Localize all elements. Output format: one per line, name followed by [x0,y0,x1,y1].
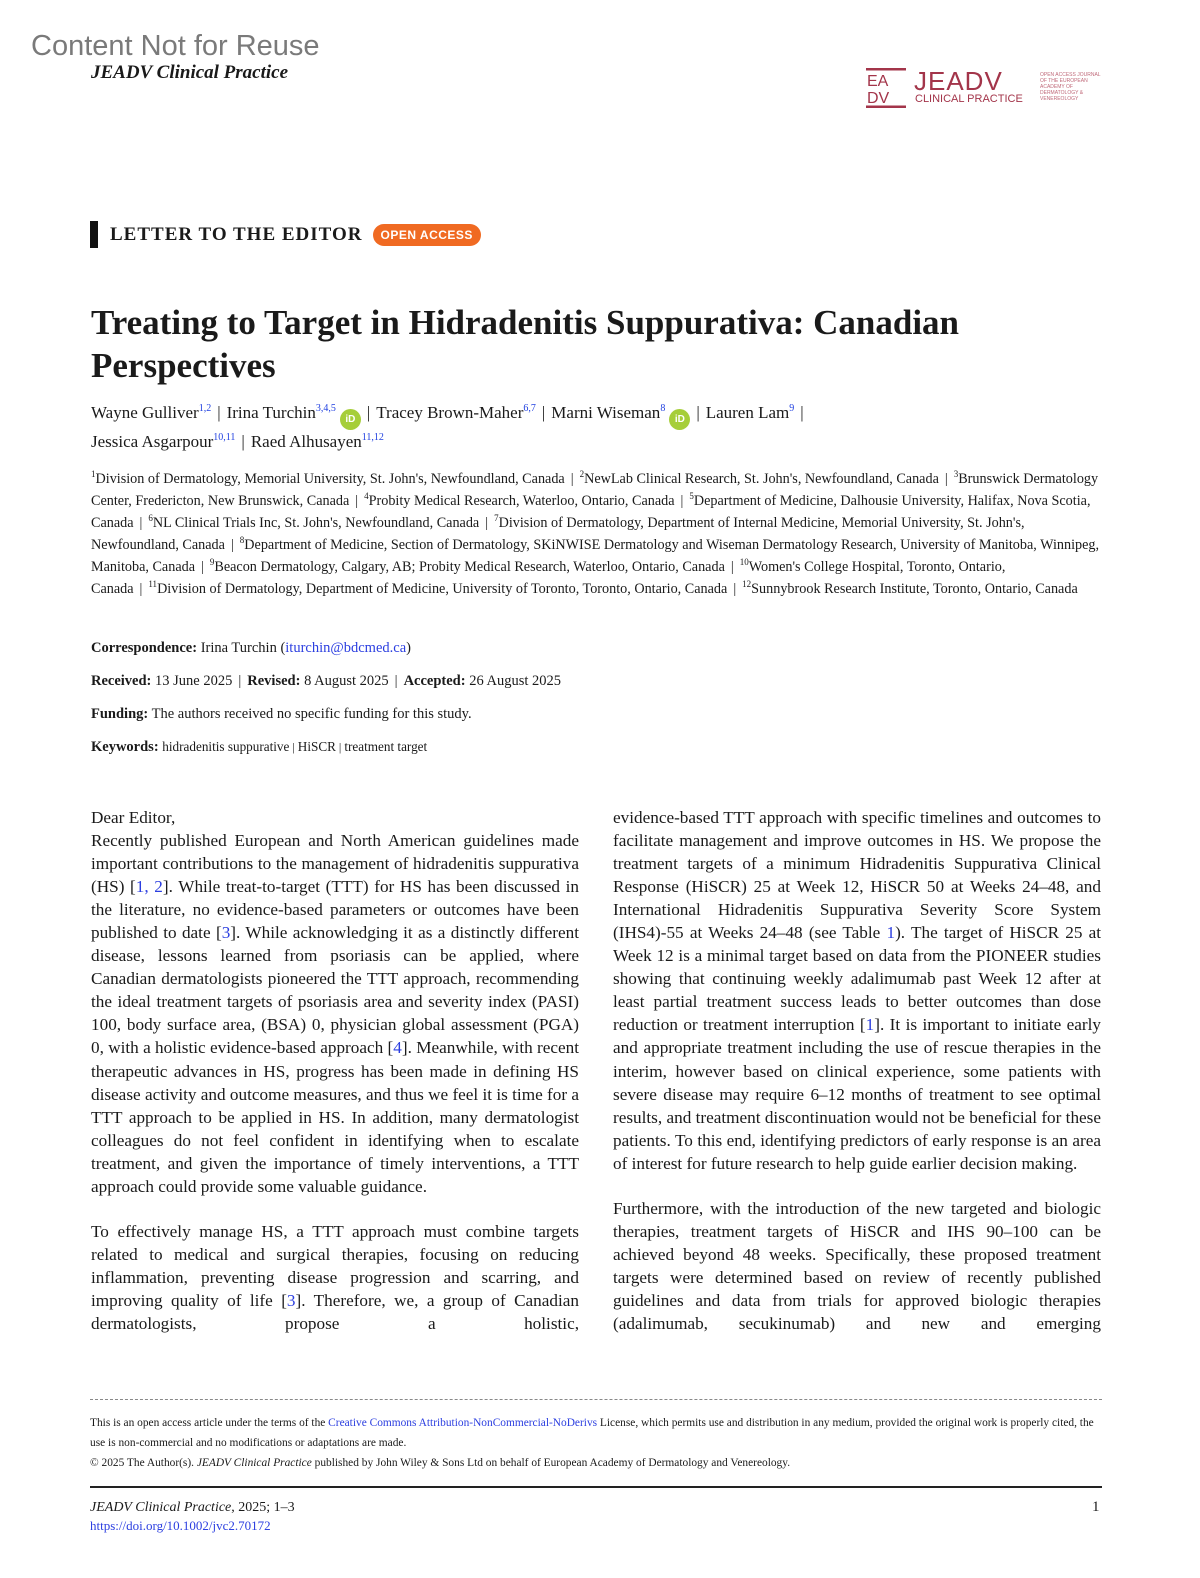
body-text: ]. Therefore, we, a group of Canadian dermatologists, propose a holistic, [91,1290,579,1333]
received-date: 13 June 2025 [155,673,233,689]
body-text: To effectively manage HS, a TTT approach must combine targets related to medical and surgical therapies, focusing on reducing inflammation, preventing disease progression and scarring, and improving quality of life [ [91,1221,579,1310]
footer-rule [90,1486,1102,1488]
revised-label: Revised: [247,673,301,689]
body-text: Recently published European and North American guidelines made important contributions to the management of hidradenitis suppurativa (HS) [ [91,831,579,897]
journal-header: JEADV Clinical Practice [91,62,289,83]
author-list [91,401,1101,453]
affiliation-number: 2 [579,469,585,479]
affiliation-text: Sunnybrook Research Institute, Toronto, Ontario, Canada [751,581,1078,597]
affiliation-number: 9 [209,557,215,567]
affiliation-separator: | [139,581,143,597]
affiliation-separator: | [355,493,359,509]
article-type [90,221,481,248]
author [551,403,690,425]
affiliation-number: 10 [739,557,749,567]
author-name: Tracey Brown-Maher [376,403,524,422]
affiliation-text: Probity Medical Research, Waterloo, Ontario, Canada [368,493,675,509]
accepted-label: Accepted: [403,673,466,689]
author-affiliation-number: 6,7 [523,403,536,414]
copyright-pre: © 2025 The Author(s). [90,1457,197,1469]
body-text: ). The target of HiSCR 25 at Week 12 is a minimal target based on data from the PIONEER studies showing that continuing weekly adalimumab past Week 12 after at least partial treatment success leads to better outcomes than dose reduction or treatment interruption [ [613,923,1102,1035]
doi-link[interactable]: https://doi.org/10.1002/jvc2.70172 [90,1518,271,1533]
author-name: Marni Wiseman [551,403,661,422]
logo-subtitle: CLINICAL PRACTICE [915,93,1023,105]
citation-link[interactable]: 4 [393,1038,402,1058]
affiliation-number: 1 [91,469,96,479]
article-title: Treating to Target in Hidradenitis Suppurativa: Canadian Perspectives [91,303,960,385]
author-name: Irina Turchin [226,403,316,422]
body-text: Furthermore, with the introduction of the new targeted and biologic therapies, treatment targets of HiSCR and IHS 90–100 can be achieved beyond 48 weeks. Specifically, these proposed treatment targets were determined based on review of recently published guidelines and data from trials for approved biologic therapies (adalimumab, secukinumab) and new and emerging [613,1198,1101,1333]
license-pre: This is an open access article under the terms of the [90,1417,329,1429]
affiliation-separator: | [570,471,574,487]
footer-divider [90,1399,1102,1400]
citation-link[interactable]: 1, 2 [135,877,163,897]
copyright-journal: JEADV Clinical Practice [196,1457,312,1469]
affiliation-separator: | [485,515,489,531]
dates: Received: 13 June 2025 | Revised: 8 August 2025 | Accepted: 26 August 2025 [91,673,562,689]
body-paragraph [613,806,1101,1175]
affiliation-number: 6 [148,513,153,523]
funding-text: The authors received no specific funding for this study. [151,706,472,722]
license-post: License, which permits use and distribution in any medium, provided the original work is properly cited, the use is non-commercial and no modifications or adaptations are made. [90,1417,1094,1449]
body-paragraph [91,806,579,1198]
author-separator: | [696,403,700,422]
footer-citation [90,1500,295,1516]
affiliation-separator: | [733,581,737,597]
citation-link[interactable]: 1 [865,1015,875,1035]
journal-logo [866,68,1106,110]
copyright [90,1457,790,1469]
affiliation-separator: | [944,471,948,487]
author [91,403,211,422]
orcid-icon[interactable]: iD [340,409,361,430]
copyright-post: published by John Wiley & Sons Ltd on behalf of European Academy of Dermatology and Venereology. [311,1457,791,1469]
author-separator: | [366,403,371,422]
author [226,403,361,425]
body-text: ]. Meanwhile, with recent therapeutic advances in HS, progress has been made in defining HS disease activity and outcome measures, and thus we feel it is time for a TTT approach to be applied in HS. In addition, many dermatologist colleagues do not feel confident in identifying when to escalate treatment, and given the importance of timely interventions, a TTT approach could provide some valuable guidance. [91,1038,579,1196]
affiliation-text: Department of Medicine, Dalhousie University, Halifax, Nova Scotia, Canada [91,493,1091,531]
citation-link[interactable]: 3 [221,923,231,943]
logo-tagline: OPEN ACCESS JOURNAL OF THE EUROPEAN ACADEMY OF DERMATOLOGY & VENEREOLOGY [1040,72,1101,102]
logo-name: JEADV [914,66,1003,96]
affiliation-separator: | [230,537,234,553]
affiliation-number: 11 [148,579,158,589]
correspondence-email-link[interactable]: iturchin@bdcmed.ca [285,640,407,656]
affiliation-text: Division of Dermatology, Department of Internal Medicine, Memorial University, St. John's, Newfoundland, Canada [91,515,1025,553]
affiliation-text: Department of Medicine, Section of Dermatology, SKiNWISE Dermatology and Wiseman Dermatology Research, University of Manitoba, Winnipeg, Manitoba, Canada [91,537,1100,575]
section-bar [90,221,98,248]
keyword: hidradenitis suppurative [162,739,290,754]
section-label: LETTER TO THE EDITOR [110,223,363,245]
author-separator: | [217,403,221,422]
author-name: Raed Alhusayen [250,432,362,451]
footer-journal: JEADV Clinical Practice [90,1500,232,1515]
author-affiliation-number: 9 [789,403,795,414]
author-separator: | [541,403,546,422]
author-name: Wayne Gulliver [91,403,199,422]
license-text [90,1413,1102,1453]
open-access-badge: OPEN ACCESS [373,224,481,246]
cc-license-link[interactable]: Creative Commons Attribution-NonCommercial-NoDerivs [328,1417,598,1429]
citation-link[interactable]: 3 [286,1290,296,1310]
body-paragraph [613,1197,1101,1335]
author-affiliation-number: 11,12 [361,432,384,443]
author-separator: | [241,432,245,451]
svg-text:DV: DV [867,90,890,107]
body-text: evidence-based TTT approach with specific timelines and outcomes to facilitate management and improve outcomes in HS. We propose the treatment targets of a minimum Hidradenitis Suppurativa Clinical Response (HiSCR) 25 at Week 12, HiSCR 50 at Weeks 24–48, and International Hidradenitis Suppurativa Severity Score System (IHS4)-55 at Weeks 24–48 (see Table [613,808,1101,943]
author [376,403,536,422]
affiliation-text: Division of Dermatology, Department of Medicine, University of Toronto, Toronto, Ontario, Canada [157,581,728,597]
affiliation-separator: | [680,493,684,509]
affiliation-separator: | [730,559,734,575]
affiliation-number: 5 [689,491,694,501]
affiliation-text: Division of Dermatology, Memorial University, St. John's, Newfoundland, Canada [95,471,565,487]
affiliation-text: Brunswick Dermatology Center, Fredericton, New Brunswick, Canada [91,471,1099,509]
author-affiliation-number: 8 [660,403,666,414]
jeadv-logo-mark-icon [866,68,906,108]
correspondence-label: Correspondence: [91,640,198,656]
author-name: Lauren Lam [705,403,790,422]
body-paragraph [91,1220,579,1335]
keyword: treatment target [344,739,428,754]
orcid-icon[interactable]: iD [669,409,690,430]
body-column-right [613,806,1101,1357]
funding-label: Funding: [91,706,149,722]
affiliation-number: 4 [364,491,369,501]
correspondence-name: Irina Turchin [200,640,277,656]
body-text: Dear Editor, [91,808,176,827]
affiliation-text: Beacon Dermatology, Calgary, AB; Probity Medical Research, Waterloo, Ontario, Canada [214,559,725,575]
body-column-left [91,806,579,1357]
revised-date: 8 August 2025 [304,673,389,689]
author-affiliation-number: 10,11 [213,432,236,443]
svg-text:EA: EA [867,73,889,90]
keywords-label: Keywords: [91,739,159,755]
affiliation-text: NL Clinical Trials Inc, St. John's, Newfoundland, Canada [152,515,480,531]
body-text: ]. While treat-to-target (TTT) for HS has been discussed in the literature, no evidence-based parameters or outcomes have been published to date [ [91,877,579,943]
body-text: ]. It is important to initiate early and appropriate treatment including the use of rescue therapies in the interim, however based on clinical experience, some patients with severe disease may require 6–12 months of treatment to see optimal results, and treatment discontinuation would not be beneficial for these patients. To this end, identifying predictors of early response is an area of interest for future research to help guide earlier decision making. [613,1015,1101,1173]
footer-volume: , 2025; 1–3 [231,1500,295,1515]
author-affiliation-number: 3,4,5 [315,403,336,414]
author-separator: | [800,403,804,422]
accepted-date: 26 August 2025 [469,673,562,689]
affiliation-separator: | [139,515,143,531]
author [251,432,384,451]
page-number: 1 [1092,1499,1100,1515]
body-text: ]. While acknowledging it as a distinctly different disease, lessons learned from psoriasis can be applied, where Canadian dermatologists pioneered the TTT approach, recommending the ideal treatment targets of psoriasis area and severity index (PASI) 100, body surface area, (BSA) 0, physician global assessment (PGA) 0, with a holistic evidence-based approach [ [91,923,579,1058]
affiliation-number: 8 [239,535,245,545]
author-name: Jessica Asgarpour [91,432,214,451]
watermark: Content Not for Reuse [31,30,320,62]
author-affiliation-number: 1,2 [198,403,212,414]
affiliation-text: NewLab Clinical Research, St. John's, Newfoundland, Canada [584,471,939,487]
affiliation-text: Women's College Hospital, Toronto, Ontario, Canada [91,559,1006,597]
author [706,403,795,422]
affiliation-separator: | [201,559,204,575]
affiliation-number: 7 [494,513,499,523]
received-label: Received: [91,673,152,689]
citation-link[interactable]: 1 [886,923,896,943]
affiliation-number: 12 [742,579,752,589]
correspondence: Correspondence: Irina Turchin (iturchin@bdcmed.ca) [91,640,411,656]
keyword: HiSCR [297,739,336,754]
affiliation-number: 3 [953,469,959,479]
affiliations [91,468,1103,600]
keywords: Keywords: hidradenitis suppurative | HiSCR | treatment target [91,739,428,755]
author [91,432,235,451]
funding [91,706,472,723]
